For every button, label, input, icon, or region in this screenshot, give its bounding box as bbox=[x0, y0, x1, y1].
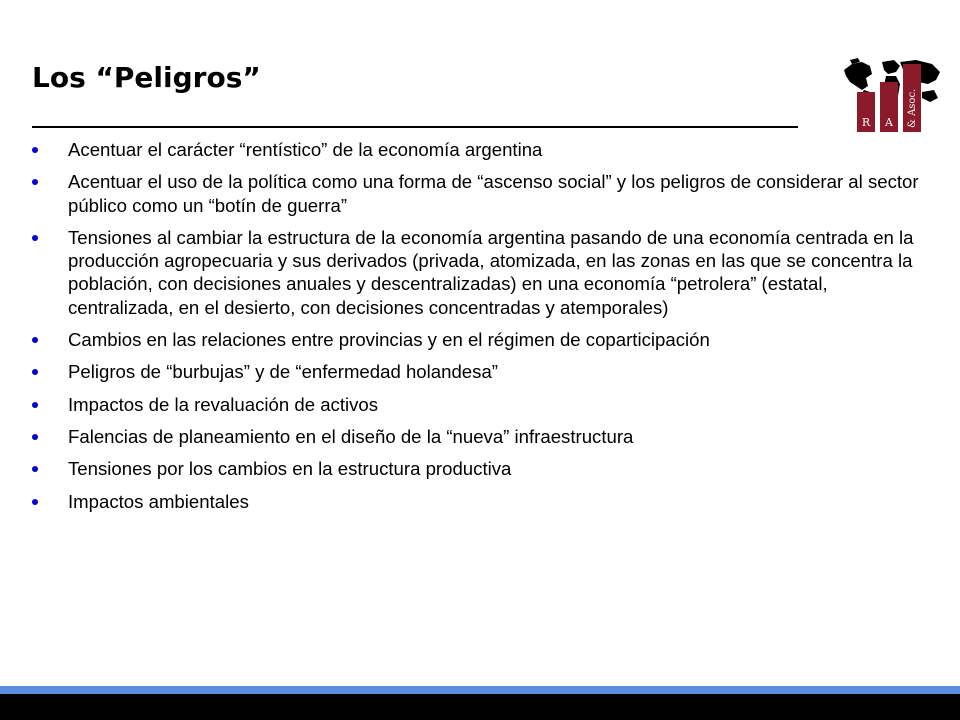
bullet-item bbox=[32, 360, 932, 383]
bullet-text: Impactos de la revaluación de activos bbox=[68, 393, 379, 415]
logo-letter-a: A bbox=[885, 116, 893, 129]
bullet-list bbox=[32, 138, 932, 522]
footer-band bbox=[0, 694, 960, 720]
bullet-dot-icon bbox=[32, 466, 38, 472]
bullet-item bbox=[32, 457, 932, 480]
bullet-text: Acentuar el carácter “rentístico” de la economía argentina bbox=[68, 139, 543, 160]
bullet-item bbox=[32, 138, 932, 161]
bullet-dot-icon bbox=[32, 369, 38, 375]
bullet-text: Cambios en las relaciones entre provincias y en el régimen de coparticipación bbox=[68, 329, 710, 351]
title-underline bbox=[32, 126, 798, 128]
bullet-dot-icon bbox=[32, 499, 38, 505]
bullet-text: Peligros de “burbujas” y de “enfermedad holandesa” bbox=[68, 361, 498, 383]
bullet-dot-icon bbox=[32, 402, 38, 408]
bullet-dot-icon bbox=[32, 337, 38, 343]
bullet-text: Acentuar el uso de la política como una forma de “ascenso social” y los peligros de considerar al sector público como un “botín de guerra” bbox=[68, 171, 919, 216]
bullet-item bbox=[32, 393, 932, 416]
slide-title: Los “Peligros” bbox=[32, 61, 261, 94]
company-logo bbox=[842, 56, 942, 134]
bullet-dot-icon bbox=[32, 179, 38, 185]
bullet-item bbox=[32, 170, 932, 217]
bullet-dot-icon bbox=[32, 235, 38, 241]
footer-stripe bbox=[0, 686, 960, 694]
bullet-text: Tensiones por los cambios en la estructura productiva bbox=[68, 458, 512, 480]
bullet-item bbox=[32, 328, 932, 351]
bullet-item bbox=[32, 490, 932, 513]
bullet-dot-icon bbox=[32, 434, 38, 440]
bullet-text: Impactos ambientales bbox=[68, 490, 249, 512]
bullet-dot-icon bbox=[32, 147, 38, 153]
bullet-item bbox=[32, 425, 932, 448]
logo-letter-r: R bbox=[861, 116, 871, 129]
footer-bar bbox=[0, 686, 960, 720]
bullet-text: Falencias de planeamiento en el diseño de la “nueva” infraestructura bbox=[68, 425, 634, 447]
bullet-text: Tensiones al cambiar la estructura de la economía argentina pasando de una economía centrada en la producción agropecuaria y sus derivados (privada, atomizada, en las zonas en las que se concentra la población, con decisiones anuales y descentralizadas) en una economía “petrolera” (estatal, centralizada, en el desierto, con decisiones concentradas y atemporales) bbox=[68, 226, 914, 318]
logo-letter-asoc: & Asoc. bbox=[907, 88, 918, 128]
bullet-item bbox=[32, 226, 932, 319]
